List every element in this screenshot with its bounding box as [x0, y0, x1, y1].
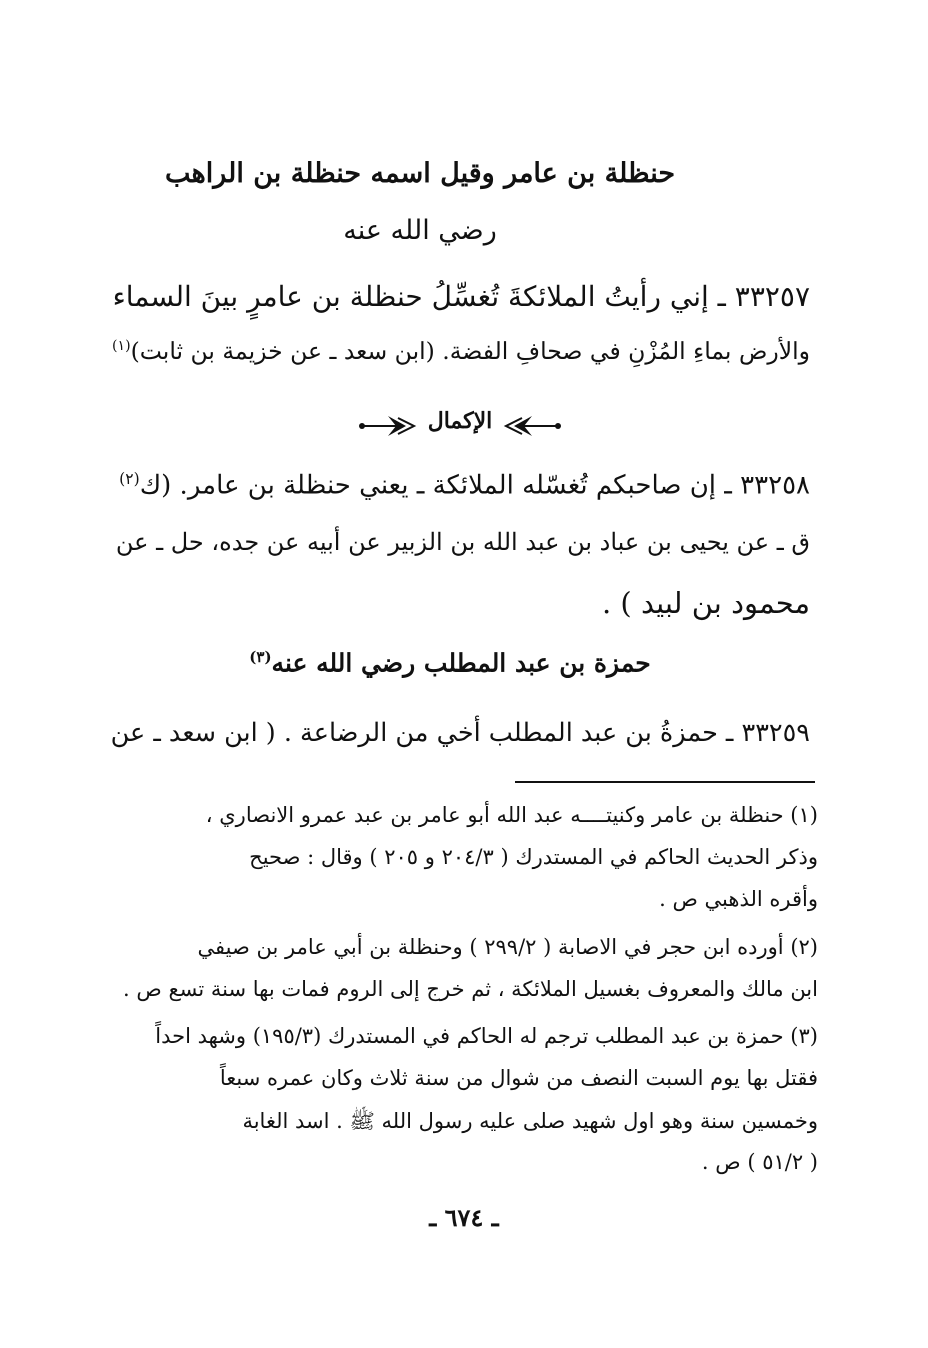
section-subheading: رضي الله عنه: [343, 215, 497, 246]
hadith-33259-line-1: ٣٣٢٥٩ ـ حمزةُ بن عبد المطلب أخي من الرضاعة . ( ابن سعد ـ عن: [110, 718, 810, 748]
footnote-1-line-1: (١) حنظلة بن عامر وكنيتــــه عبد الله أبو عامر بن عبد عمرو الانصاري ،: [205, 803, 818, 827]
hadith-33258-line-1: [110, 470, 810, 501]
footnote-ref-2: (٢): [119, 470, 140, 488]
footnote-ref-3: (٣): [249, 648, 272, 666]
footnote-3-line-1: (٣) حمزة بن عبد المطلب ترجم له الحاكم في المستدرك (١٩٥/٣) وشهد احداً: [155, 1024, 818, 1048]
section-label-ikmal: الإكمال: [427, 408, 493, 434]
hadith-33257-text: والأرض بماءِ المُزْنِ في صحافِ الفضة. (ابن سعد ـ عن خزيمة بن ثابت): [130, 337, 810, 365]
section-heading-hamza: [240, 648, 660, 677]
footnote-3-line-3: وخمسين سنة وهو اول شهيد صلى عليه رسول الله ﷺ . اسد الغابة: [242, 1109, 818, 1133]
page-number: ـ ٦٧٤ ـ: [429, 1203, 499, 1232]
hadith-33257-line-1: ٣٣٢٥٧ ـ إني رأيتُ الملائكةَ تُغسِّلُ حنظلة بن عامرٍ بينَ السماء: [112, 280, 810, 313]
footnote-ref-1: (١): [111, 338, 131, 355]
footnote-1-line-2: وذكر الحديث الحاكم في المستدرك ( ٢٠٤/٣ و ٢٠٥ ) وقال : صحيح: [249, 845, 818, 869]
footnote-2-line-1: (٢) أورده ابن حجر في الاصابة ( ٢٩٩/٢ ) وحنظلة بن أبي عامر بن صيفي: [197, 935, 818, 959]
footnote-2-line-2: ابن مالك والمعروف بغسيل الملائكة ، ثم خرج إلى الروم فمات بها سنة تسع ص .: [123, 977, 818, 1001]
section-heading-hanzala: حنظلة بن عامر وقيل اسمه حنظلة بن الراهب: [164, 158, 676, 189]
section-divider-ornament: [340, 402, 580, 450]
footnote-1-line-3: وأقره الذهبي ص .: [659, 887, 818, 911]
footnote-separator: [515, 781, 815, 783]
footnote-3-line-2: فقتل بها يوم السبت النصف من شوال من سنة ثلاث وكان عمره سبعاً: [219, 1066, 818, 1090]
hadith-33258-line-2: ق ـ عن يحيى بن عباد بن عبد الله بن الزبير عن أبيه عن جده، حل ـ عن: [115, 528, 810, 556]
hadith-33257-line-2: [110, 337, 810, 365]
hadith-33258-line-3: محمود بن لبيد ) .: [601, 586, 810, 620]
footnote-3-line-4: ( ٥١/٢ ) ص .: [701, 1150, 818, 1174]
hadith-33258-text: ٣٣٢٥٨ ـ إن صاحبكم تُغسّله الملائكة ـ يعني حنظلة بن عامر. (ك: [139, 470, 810, 501]
section-heading-hamza-text: حمزة بن عبد المطلب رضي الله عنه: [271, 648, 651, 678]
